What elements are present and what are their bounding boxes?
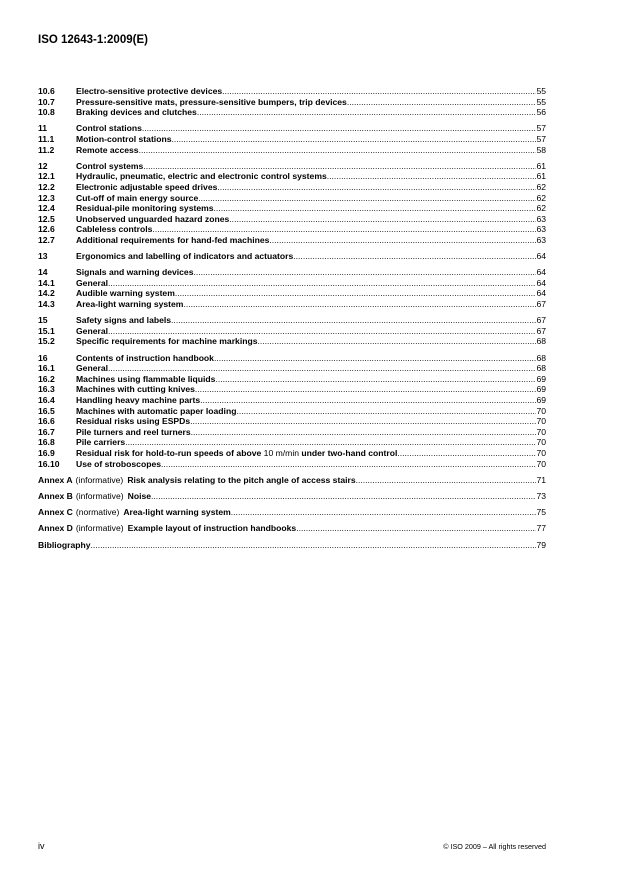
toc-entry[interactable] [38,278,546,289]
toc-entry-page: 61 [536,171,546,182]
toc-entry-number: 14.2 [38,288,55,299]
toc-entry-title: Braking devices and clutches [76,107,197,118]
toc-entry-title: Remote access [76,144,139,155]
toc-entry-title: Hydraulic, pneumatic, electric and electronic control systems [76,171,327,182]
toc-entry[interactable] [38,326,546,337]
annex-page: 71 [536,474,546,485]
toc-leader-dots [108,278,536,289]
toc-leader-dots [191,427,537,438]
toc-entry-title: Control stations [76,123,142,134]
toc-entry-number: 12.2 [38,181,55,192]
toc-entry-title: Unobserved unguarded hazard zones [76,213,230,224]
toc-entry-number: 13 [38,251,48,262]
toc-entry-title-part: under two-hand control [301,447,398,458]
toc-entry-page: 64 [536,288,546,299]
toc-entry[interactable] [38,267,546,278]
bibliography-title: Bibliography [38,539,91,550]
toc-entry-page: 61 [536,160,546,171]
toc-entry-number: 12.3 [38,192,55,203]
annex-title: Area-light warning system [123,507,231,518]
toc-entry-number: 10.8 [38,107,55,118]
toc-leader-dots [269,235,536,246]
toc-entry-title: Additional requirements for hand-fed machines [76,234,270,245]
toc-entry-page: 67 [536,315,546,326]
toc-leader-dots [108,363,536,374]
toc-entry-title: Cut-off of main energy source [76,192,199,203]
toc-entry-title: Electro-sensitive protective devices [76,86,223,96]
toc-entry-title: Area-light warning system [76,299,184,310]
toc-entry[interactable] [38,214,546,225]
toc-bibliography-entry[interactable] [38,540,546,551]
toc-entry[interactable] [38,437,546,448]
toc-entry-title: Signals and warning devices [76,267,194,278]
annex-type: (informative) [75,523,124,534]
toc-entry-title: Machines using flammable liquids [76,373,216,384]
toc-entry-title: Machines with cutting knives [76,384,195,395]
toc-entry-number: 11 [38,123,48,134]
toc-leader-dots [397,448,536,459]
toc-entry-number: 15.1 [38,325,55,336]
toc-leader-dots [143,161,536,172]
toc-entry-number: 15 [38,315,48,326]
toc-entry-title: General [76,277,109,288]
toc-entry-title [76,448,397,459]
toc-leader-dots [151,491,536,502]
toc-entry[interactable] [38,353,546,364]
toc-entry[interactable] [38,97,546,108]
bibliography-page: 79 [536,539,546,550]
toc-entry[interactable] [38,145,546,156]
toc-entry-title: Motion-control stations [76,133,172,144]
toc-leader-dots [171,134,536,145]
toc-entry-title: Pile carriers [76,437,126,448]
toc-leader-dots [161,459,536,470]
toc-entry-page: 68 [536,363,546,374]
toc-entry[interactable] [38,299,546,310]
toc-entry-title: General [76,363,109,374]
annex-title: Noise [127,490,152,501]
toc-leader-dots [152,224,536,235]
toc-leader-dots [215,374,536,385]
toc-entry-number: 11.2 [38,144,55,155]
toc-leader-dots [236,406,536,417]
toc-entry-number: 16.7 [38,426,55,437]
toc-entry-page: 55 [536,96,546,107]
toc-entry[interactable] [38,315,546,326]
toc-entry-page: 62 [536,181,546,192]
toc-leader-dots [198,193,536,204]
toc-entry[interactable] [38,374,546,385]
toc-entry-page: 55 [536,86,546,96]
toc-entry[interactable] [38,459,546,470]
toc-entry-number: 16.1 [38,363,55,374]
annex-label: Annex D [38,523,73,534]
toc-entry-number: 14 [38,267,48,278]
toc-annex-entry[interactable] [38,523,546,534]
toc-entry[interactable] [38,235,546,246]
toc-entry-number: 12 [38,160,48,171]
toc-entry-number: 16.6 [38,416,55,427]
annex-label: Annex A [38,474,73,485]
toc-leader-dots [190,416,536,427]
toc-entry[interactable] [38,182,546,193]
toc-entry-title: Safety signs and labels [76,315,172,326]
toc-leader-dots [217,182,536,193]
annex-label: Annex B [38,490,73,501]
toc-leader-dots [347,97,537,108]
toc-entry-title: Pressure-sensitive mats, pressure-sensitive bumpers, trip devices [76,96,347,107]
toc-entry-page: 69 [536,373,546,384]
annex-type: (informative) [75,490,124,501]
toc-entry-title: Ergonomics and labelling of indicators and actuators [76,251,294,262]
toc-entry-title: Contents of instruction handbook [76,352,214,363]
toc-entry[interactable] [38,406,546,417]
toc-entry-page: 68 [536,336,546,347]
toc-entry-page: 69 [536,395,546,405]
annex-page: 73 [536,490,546,501]
annex-title: Risk analysis relating to the pitch angle of access stairs [127,474,356,485]
toc-entry[interactable] [38,224,546,235]
toc-leader-dots [222,86,536,97]
toc-leader-dots [200,395,536,406]
toc-entry-page: 62 [536,192,546,203]
toc-annex-entry[interactable] [38,475,546,486]
toc-leader-dots [139,145,537,156]
toc-entry[interactable] [38,288,546,299]
toc-leader-dots [293,251,536,262]
toc-entry[interactable] [38,171,546,182]
toc-entry-page: 70 [536,405,546,416]
annex-label: Annex C [38,507,73,518]
toc-entry-page: 67 [536,299,546,310]
toc-entry[interactable] [38,193,546,204]
toc-entry-page: 57 [536,123,546,134]
toc-entry-number: 15.2 [38,336,55,347]
toc-entry-page: 57 [536,133,546,144]
table-of-contents [38,86,546,550]
toc-entry-page: 70 [536,447,546,458]
toc-entry-page: 63 [536,234,546,245]
toc-entry[interactable] [38,134,546,145]
toc-entry-number: 16.5 [38,405,55,416]
toc-entry-number: 16.9 [38,447,55,458]
annex-page: 77 [536,523,546,534]
toc-entry-title-part: Residual risk for hold-to-run speeds of above [76,447,262,458]
toc-entry-page: 70 [536,416,546,427]
toc-entry-title: Control systems [76,160,144,171]
toc-entry[interactable] [38,203,546,214]
toc-leader-dots [125,437,536,448]
toc-entry-number: 11.1 [38,133,55,144]
toc-entry[interactable] [38,107,546,118]
toc-entry-number: 16.3 [38,384,55,395]
annex-page: 75 [536,507,546,518]
toc-entry-title: Use of stroboscopes [76,458,162,469]
toc-entry-title: Audible warning system [76,288,175,299]
toc-leader-dots [175,288,537,299]
toc-entry-title: Machines with automatic paper loading [76,405,237,416]
toc-entry-number: 16.4 [38,395,55,405]
toc-leader-dots [257,336,536,347]
toc-entry-page: 67 [536,325,546,336]
toc-entry-number: 12.6 [38,224,55,235]
toc-leader-dots [108,326,536,337]
toc-entry-title: Cableless controls [76,224,153,235]
toc-entry-page: 70 [536,426,546,437]
toc-entry-page: 64 [536,267,546,278]
toc-entry-number: 12.1 [38,171,55,182]
toc-entry-number: 16.2 [38,373,55,384]
toc-entry-page: 63 [536,224,546,235]
toc-entry[interactable] [38,363,546,374]
toc-leader-dots [327,171,537,182]
toc-leader-dots [193,267,536,278]
toc-entry-number: 10.7 [38,96,55,107]
toc-leader-dots [195,384,537,395]
toc-entry[interactable] [38,251,546,262]
toc-entry-page: 62 [536,203,546,214]
toc-entry-title: Residual-pile monitoring systems [76,203,214,214]
toc-entry[interactable] [38,86,546,97]
toc-entry[interactable] [38,427,546,438]
toc-annex-entry[interactable] [38,507,546,518]
toc-entry-page: 68 [536,352,546,363]
toc-entry-page: 64 [536,251,546,262]
toc-entry-number: 14.1 [38,277,55,288]
toc-leader-dots [171,315,536,326]
toc-entry[interactable] [38,161,546,172]
toc-entry-number: 16.8 [38,437,55,448]
toc-entry[interactable] [38,448,546,459]
toc-entry-number: 12.7 [38,234,55,245]
toc-leader-dots [229,214,536,225]
toc-leader-dots [296,523,536,534]
toc-entry-number: 16.10 [38,458,60,469]
toc-leader-dots [214,203,537,214]
toc-entry-page: 69 [536,384,546,395]
toc-leader-dots [214,353,536,364]
toc-entry-title: Specific requirements for machine markings [76,336,258,347]
toc-leader-dots [197,107,537,118]
toc-entry-title: Residual risks using ESPDs [76,416,191,427]
toc-entry-page: 63 [536,213,546,224]
toc-entry[interactable] [38,395,546,406]
toc-entry-page: 70 [536,437,546,448]
toc-entry-number: 12.4 [38,203,55,214]
toc-entry-number: 10.6 [38,86,55,96]
annex-type: (informative) [75,474,124,485]
toc-entry-title: General [76,325,109,336]
page-number: iv [38,841,45,851]
toc-entry-number: 12.5 [38,213,55,224]
toc-entry-number: 14.3 [38,299,55,310]
toc-entry[interactable] [38,123,546,134]
copyright-notice: © ISO 2009 – All rights reserved [443,842,546,851]
toc-entry-number: 16 [38,352,48,363]
toc-entry-page: 56 [536,107,546,118]
toc-entry-page: 64 [536,277,546,288]
toc-leader-dots [231,507,537,518]
toc-entry-title: Electronic adjustable speed drives [76,181,218,192]
toc-entry[interactable] [38,416,546,427]
toc-entry-title-unit: 10 m/min [263,447,300,458]
toc-leader-dots [183,299,536,310]
document-id: ISO 12643-1:2009(E) [38,34,148,46]
toc-entry-title: Pile turners and reel turners [76,426,191,437]
toc-entry-page: 58 [536,144,546,155]
annex-type: (normative) [75,507,120,518]
toc-annex-entry[interactable] [38,491,546,502]
toc-leader-dots [356,475,537,486]
toc-entry[interactable] [38,384,546,395]
toc-leader-dots [142,123,537,134]
annex-title: Example layout of instruction handbooks [127,523,297,534]
toc-entry-title: Handling heavy machine parts [76,395,201,405]
toc-leader-dots [91,540,537,551]
toc-entry-page: 70 [536,458,546,469]
toc-entry[interactable] [38,336,546,347]
